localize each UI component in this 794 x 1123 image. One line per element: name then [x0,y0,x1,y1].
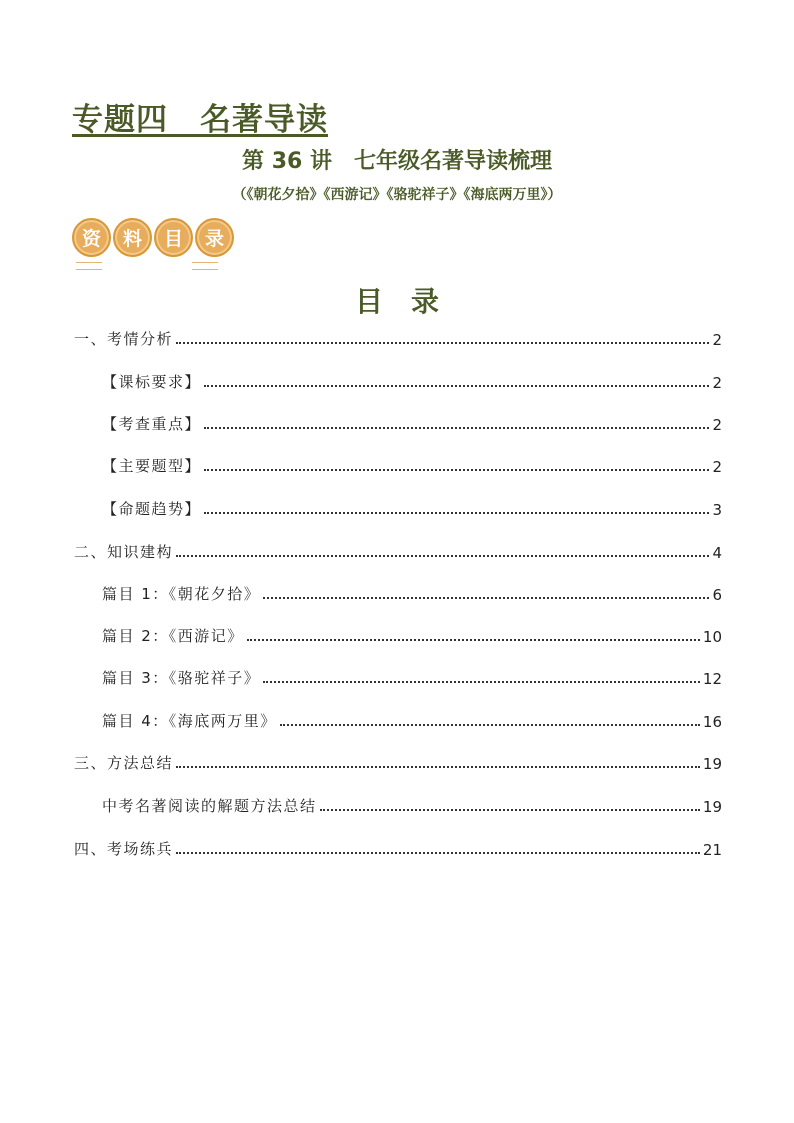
toc-page-number: 4 [712,544,722,562]
toc-entry-section-1[interactable] [74,325,722,349]
toc-entry-book-3[interactable] [102,664,722,688]
badge-char: 料 [113,218,152,257]
toc-entry-label: 篇目 3：《骆驼祥子》 [102,669,261,687]
toc-entry-book-2[interactable] [102,622,722,646]
toc-entry-label: 三、方法总结 [74,754,174,772]
toc-page-number: 2 [712,416,722,434]
toc-entry-label: 篇目 1：《朝花夕拾》 [102,585,261,603]
toc-leader-dots [176,555,709,557]
toc-page-number: 12 [702,670,722,688]
toc-entry-book-1[interactable] [102,580,722,604]
badge-char: 录 [195,218,234,257]
toc-entry-label: 【命题趋势】 [102,500,202,518]
badge-decoration-left [76,262,102,270]
toc-leader-dots [176,342,709,344]
toc-entry-label: 【课标要求】 [102,373,202,391]
toc-entry-label: 【考查重点】 [102,415,202,433]
toc-entry-label: 中考名著阅读的解题方法总结 [102,797,317,815]
lecture-title: 第 36 讲 七年级名著导读梳理 [242,149,552,174]
topic-title: 专题四 名著导读 [72,102,328,138]
toc-entry-trends[interactable] [102,495,722,519]
badge-char: 资 [72,218,111,257]
materials-contents-badge [72,218,234,257]
toc-entry-curriculum-requirements[interactable] [102,368,722,392]
toc-entry-section-2[interactable] [74,538,722,562]
toc-leader-dots [320,809,700,811]
toc-entry-label: 四、考场练兵 [74,840,174,858]
toc-leader-dots [176,852,700,854]
toc-heading: 目 录 [354,285,439,318]
toc-leader-dots [263,681,700,683]
toc-leader-dots [263,597,709,599]
toc-leader-dots [280,724,700,726]
toc-leader-dots [176,766,700,768]
toc-page-number: 21 [702,841,722,859]
toc-page-number: 16 [702,713,722,731]
book-list-subtitle: （《朝花夕拾》《西游记》《骆驼祥子》《海底两万里》） [232,187,562,203]
toc-page-number: 6 [712,586,722,604]
toc-entry-method-summary[interactable] [102,792,722,816]
toc-page-number: 2 [712,374,722,392]
toc-page-number: 10 [702,628,722,646]
toc-leader-dots [204,385,709,387]
toc-entry-label: 篇目 4：《海底两万里》 [102,712,277,730]
toc-entry-book-4[interactable] [102,707,722,731]
toc-page-number: 19 [702,755,722,773]
toc-entry-section-4[interactable] [74,835,722,859]
toc-leader-dots [247,639,700,641]
toc-page-number: 2 [712,331,722,349]
toc-entry-question-types[interactable] [102,452,722,476]
toc-leader-dots [204,469,709,471]
toc-entry-label: 【主要题型】 [102,457,202,475]
toc-entry-section-3[interactable] [74,749,722,773]
toc-page-number: 3 [712,501,722,519]
toc-leader-dots [204,512,709,514]
toc-leader-dots [204,427,709,429]
toc-page-number: 2 [712,458,722,476]
badge-char: 目 [154,218,193,257]
toc-page-number: 19 [702,798,722,816]
toc-entry-label: 篇目 2：《西游记》 [102,627,244,645]
badge-decoration-right [192,262,218,270]
toc-entry-exam-focus[interactable] [102,410,722,434]
toc-entry-label: 一、考情分析 [74,330,174,348]
toc-entry-label: 二、知识建构 [74,543,174,561]
